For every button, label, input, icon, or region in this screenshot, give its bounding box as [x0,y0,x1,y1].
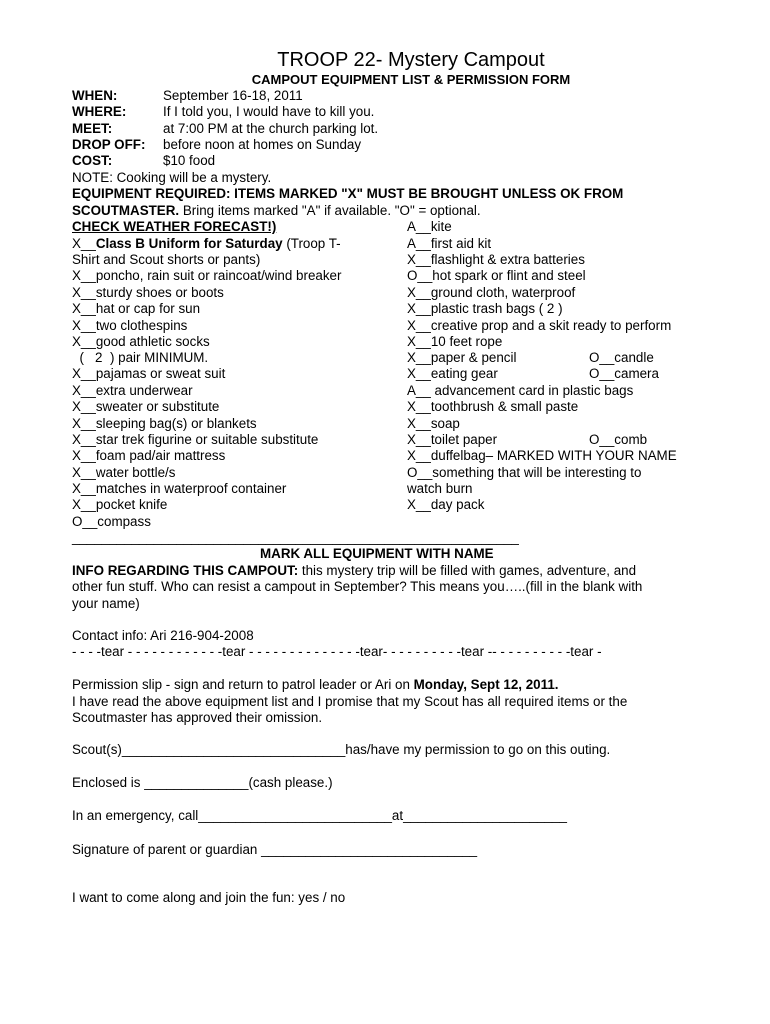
list-item: A__kite [407,219,452,234]
uniform-prefix: X__ [72,236,96,251]
contact-info: Contact info: Ari 216-904-2008 [72,628,254,643]
mark-all-heading: MARK ALL EQUIPMENT WITH NAME [260,546,494,561]
list-item: A__first aid kit [407,236,492,251]
info-line-3: your name) [72,596,140,611]
permission-line-1 [72,677,559,693]
list-item: X__toilet paper [407,432,498,447]
info-label: INFO REGARDING THIS CAMPOUT: [72,563,299,578]
tear-line: - - - -tear - - - - - - - - - - - -tear - - - - - - - - - - - - - -tear- - - - - - - - - -tear -- - - - - - - - - -tear - [72,644,602,659]
info-text: this mystery trip will be filled with games, adventure, and [298,563,637,578]
list-item: O__candle [589,350,654,365]
list-item: X__pajamas or sweat suit [72,366,226,381]
cost-value: $10 food [163,153,216,168]
form-subtitle: CAMPOUT EQUIPMENT LIST & PERMISSION FORM [251,72,571,87]
uniform-rest: (Troop T- [282,236,341,251]
list-item: X__day pack [407,497,485,512]
permission-line-2: I have read the above equipment list and I promise that my Scout has all required items or the [72,694,628,709]
permission-text: Permission slip - sign and return to patrol leader or Ari on [72,677,414,692]
list-item: X__soap [407,416,460,431]
list-item: watch burn [407,481,473,496]
list-item: X__matches in waterproof container [72,481,287,496]
list-item: X__flashlight & extra batteries [407,252,585,267]
list-item: X__two clothespins [72,318,188,333]
signature-field[interactable]: Signature of parent or guardian _____________________________ [72,842,478,857]
meet-value: at 7:00 PM at the church parking lot. [163,121,379,136]
where-label: WHERE: [72,104,127,119]
dropoff-value: before noon at homes on Sunday [163,137,362,152]
list-item: X__duffelbag– MARKED WITH YOUR NAME [407,448,677,463]
list-item: X__extra underwear [72,383,193,398]
when-value: September 16-18, 2011 [163,88,303,103]
equipment-required-heading: EQUIPMENT REQUIRED: ITEMS MARKED "X" MUST BE BROUGHT UNLESS OK FROM [72,186,624,201]
list-item: X__paper & pencil [407,350,517,365]
list-item: X__water bottle/s [72,465,176,480]
list-item: X__sturdy shoes or boots [72,285,224,300]
list-item: X__good athletic socks [72,334,210,349]
meet-label: MEET: [72,121,113,136]
when-label: WHEN: [72,88,118,103]
list-item-uniform [72,236,341,252]
list-item: X__star trek figurine or suitable substitute [72,432,319,447]
note: NOTE: Cooking will be a mystery. [72,170,272,185]
scoutmaster-bold: SCOUTMASTER. [72,203,180,218]
list-item: O__hot spark or flint and steel [407,268,586,283]
list-item: X__hat or cap for sun [72,301,201,316]
list-item: O__camera [589,366,659,381]
list-item: X__toothbrush & small paste [407,399,579,414]
check-weather: CHECK WEATHER FORECAST!) [72,219,277,234]
list-item: X__pocket knife [72,497,168,512]
equipment-required-rest: Bring items marked "A" if available. "O" = optional. [179,203,481,218]
list-item: X__ground cloth, waterproof [407,285,576,300]
list-item: A__ advancement card in plastic bags [407,383,634,398]
cost-label: COST: [72,153,113,168]
list-item: X__poncho, rain suit or raincoat/wind breaker [72,268,342,283]
page-title: TROOP 22- Mystery Campout [277,49,545,71]
list-item: X__sleeping bag(s) or blankets [72,416,257,431]
list-item: X__creative prop and a skit ready to perform [407,318,672,333]
list-item: ( 2 ) pair MINIMUM. [72,350,209,365]
where-value: If I told you, I would have to kill you. [163,104,375,119]
return-date: Monday, Sept 12, 2011. [413,677,559,692]
scout-name-field[interactable]: Scout(s)______________________________has/have my permission to go on this outing. [72,742,611,757]
dropoff-label: DROP OFF: [72,137,146,152]
list-item: O__compass [72,514,151,529]
emergency-contact-field[interactable]: In an emergency, call__________________________at______________________ [72,808,567,823]
join-fun-line[interactable]: I want to come along and join the fun: yes / no [72,890,346,905]
list-item: X__plastic trash bags ( 2 ) [407,301,563,316]
list-item-uniform-line2: Shirt and Scout shorts or pants) [72,252,261,267]
permission-line-3: Scoutmaster has approved their omission. [72,710,323,725]
divider-line: ____________________________________________________________ [72,530,519,545]
list-item: X__eating gear [407,366,498,381]
list-item: X__10 feet rope [407,334,503,349]
info-line-1 [72,563,636,579]
enclosed-amount-field[interactable]: Enclosed is ______________(cash please.) [72,775,333,790]
uniform-bold: Class B Uniform for Saturday [95,236,283,251]
info-line-2: other fun stuff. Who can resist a campout in September? This means you…..(fill in the blank with [72,579,643,594]
list-item: X__foam pad/air mattress [72,448,226,463]
list-item: O__something that will be interesting to [407,465,642,480]
list-item: O__comb [589,432,648,447]
equipment-required-line2 [72,203,481,219]
list-item: X__sweater or substitute [72,399,220,414]
